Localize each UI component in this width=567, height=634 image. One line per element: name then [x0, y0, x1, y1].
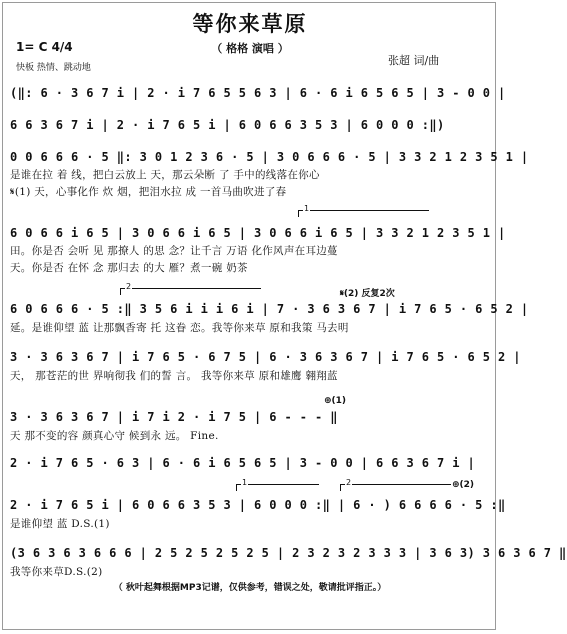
lyric-line-10: 我等你来草D.S.(2)	[10, 566, 103, 578]
song-title: 等你来草原	[192, 12, 308, 36]
coda-marker-1: ⊕(1)	[324, 396, 347, 406]
staff-line-8: 2 · i 7 6 5 · 6 3 | 6 · 6 i 6 5 6 5 | 3 - 0 0 | 6 6 3 6 7 i |	[10, 456, 476, 470]
lyric-line-4b: 天。你是否 在怀 念 那归去 的大 雁？煮一碗 奶茶	[10, 262, 248, 274]
lyric-line-3a: 是谁在拉 着 线，把白云放上 天，那云朵断 了 手中的线落在你心	[10, 169, 320, 181]
repeat-twice-marker: 𝄋(2) 反复2次	[340, 289, 395, 299]
staff-line-9: 2 · i 7 6 5 i | 6 0 6 6 3 5 3 | 6 0 0 0 :‖ | 6 · ) 6 6 6 6 · 5 :‖	[10, 498, 506, 512]
staff-line-7: 3 · 3 6 3 6 7 | i 7 i 2 · i 7 5 | 6 - - - ‖	[10, 410, 338, 424]
volta-bracket-4	[340, 478, 451, 491]
lyric-line-5: 延。是谁仰望 蓝 让那飘香寄 托 这眷 恋。我等你来草 原和我策 马去明	[10, 322, 349, 334]
staff-line-2: 6 6 3 6 7 i | 2 · i 7 6 5 i | 6 0 6 6 3 5 3 | 6 0 0 0 :‖)	[10, 118, 445, 132]
volta-3-label: 1	[242, 478, 248, 487]
composer-credit: 张超 词/曲	[388, 54, 440, 67]
lyric-line-6: 天， 那苍茫的世 界响彻我 们的誓 言。 我等你来草 原和雄鹰 翱翔蓝	[10, 370, 338, 382]
volta-bracket-2	[120, 282, 261, 295]
footer-note: （ 秋叶起舞根据MP3记谱，仅供参考，错误之处，敬请批评指正。）	[113, 583, 387, 593]
coda-marker-2: ⊕(2)	[452, 480, 475, 490]
lyric-line-3b: 𝄋(1) 天，心事化作 炊 烟，把泪水拉 成 一首马曲吹进了春	[10, 186, 287, 198]
tempo-marking: 快板 热情、跳动地	[16, 63, 91, 73]
lyric-line-9: 是谁仰望 蓝 D.S.(1)	[10, 518, 110, 530]
staff-line-6: 3 · 3 6 3 6 7 | i 7 6 5 · 6 7 5 | 6 · 3 6 3 6 7 | i 7 6 5 · 6 5 2 |	[10, 350, 521, 364]
staff-line-4: 6 0 6 6 i 6 5 | 3 0 6 6 i 6 5 | 3 0 6 6 i 6 5 | 3 3 2 1 2 3 5 1 |	[10, 226, 506, 240]
lyric-line-7: 天 那不变的容 颜真心守 候到永 远。 Fine.	[10, 430, 219, 442]
key-signature: 1= C 4/4	[16, 40, 73, 54]
song-subtitle: （ 格格 演唱 ）	[211, 42, 289, 55]
volta-2-label: 2	[126, 282, 132, 291]
volta-bracket-3	[236, 478, 319, 491]
staff-line-5: 6 0 6 6 6 · 5 :‖ 3 5 6 i i i 6 i | 7 · 3 6 3 6 7 | i 7 6 5 · 6 5 2 |	[10, 302, 529, 316]
volta-4-label: 2	[346, 478, 352, 487]
volta-bracket-1	[298, 204, 429, 217]
volta-1-label: 1	[304, 204, 310, 213]
lyric-line-4a: 田。你是否 会听 见 那撩人 的思 念？让千言 万语 化作风声在耳边蔓	[10, 245, 338, 257]
staff-line-1: (‖: 6 · 3 6 7 i | 2 · i 7 6 5 5 6 3 | 6 · 6 i 6 5 6 5 | 3 - 0 0 |	[10, 86, 506, 100]
staff-line-3: 0 0 6 6 6 · 5 ‖: 3 0 1 2 3 6 · 5 | 3 0 6 6 6 · 5 | 3 3 2 1 2 3 5 1 |	[10, 150, 529, 164]
staff-line-10: (3 6 3 6 3 6 6 6 | 2 5 2 5 2 5 2 5 | 2 3 2 3 2 3 3 3 | 3 6 3) 3 6 3 6 7 ‖	[10, 546, 567, 560]
